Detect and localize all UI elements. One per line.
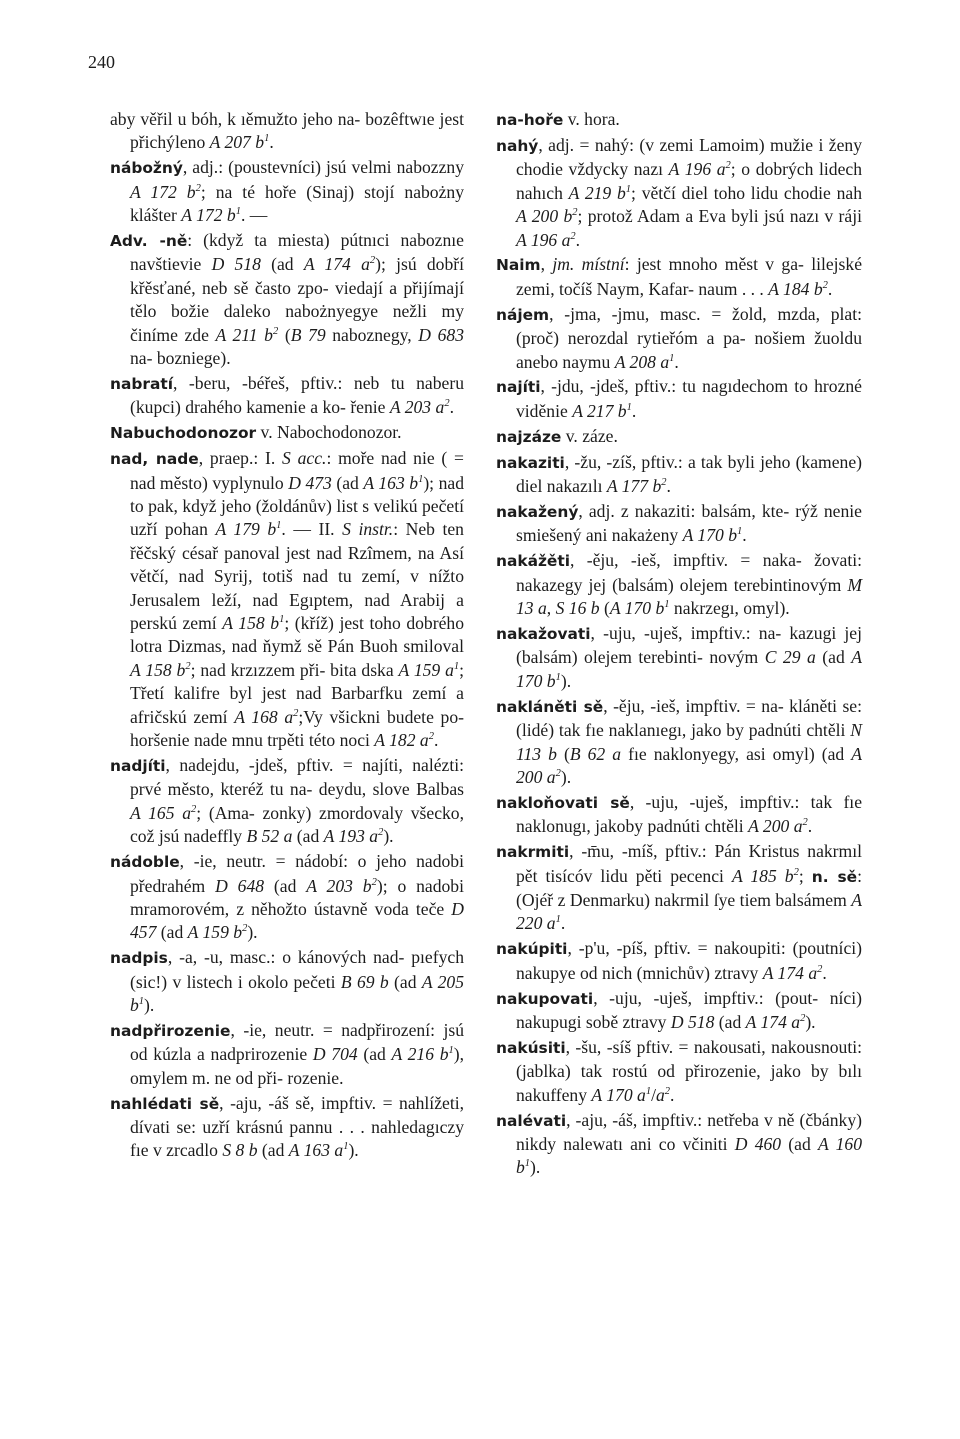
entry-text: (ad — [388, 971, 422, 992]
folio-column-superscript: 2 — [817, 963, 823, 975]
entry-text: ); nad to pak, když jeho (žoldánův) list s velikú pečetí uzří pohan — [130, 472, 464, 540]
folio-column-superscript: 1 — [555, 671, 561, 683]
folio-column-superscript: 1 — [737, 526, 743, 538]
source-reference: A 211 b — [215, 324, 273, 345]
source-reference: A 174 a — [762, 962, 818, 983]
source-reference: A 219 b — [568, 182, 626, 203]
source-reference: A 170 b — [516, 647, 862, 691]
source-reference: A 163 b — [363, 472, 419, 493]
folio-column-superscript: 2 — [800, 1013, 806, 1025]
source-reference: A 185 b — [731, 865, 794, 886]
headword: nad, nade — [110, 450, 199, 469]
source-reference: B 52 a — [246, 826, 293, 847]
italic-label: S instr. — [342, 519, 394, 540]
folio-column-superscript: 2 — [570, 230, 576, 242]
headword: na-hoře — [496, 111, 564, 129]
entry-text: , -ie, neutr. = nádobí: o jeho nadobi předrahém — [130, 851, 464, 896]
entry-text: , — [546, 598, 556, 619]
entry-text: (ad — [156, 922, 188, 943]
source-reference: A 158 b — [222, 613, 280, 634]
dictionary-entry — [110, 421, 464, 445]
folio-column-superscript: 2 — [195, 182, 201, 194]
entry-text: ). — [247, 922, 258, 943]
source-reference: A 203 b — [306, 875, 372, 896]
source-reference: A 165 a — [130, 802, 192, 823]
entry-text: , praep.: I. — [198, 448, 283, 469]
source-reference: D 460 — [734, 1134, 782, 1155]
source-reference: A 203 a — [389, 397, 445, 418]
source-reference: A 205 b — [130, 971, 465, 1016]
entry-text: ; protož Adam a Eva byli jsú nazı v ráji — [577, 206, 862, 227]
entry-text: ; Třetí kalifre byl jest nad Barbarfku zemí a afričskú zemí — [130, 659, 465, 727]
headword: nalévati — [496, 1111, 567, 1130]
dictionary-entry — [496, 1109, 862, 1180]
dictionary-entry — [496, 303, 862, 374]
headword: nabratí — [110, 374, 173, 393]
entry-text: ( — [599, 598, 610, 619]
folio-column-superscript: 2 — [444, 398, 450, 410]
entry-text: , -ěju, -ieš, impftiv. = naka- žovati: nakazegy jej (balsám) olejem terebintinovým — [516, 550, 862, 595]
headword: n. sě — [811, 867, 858, 886]
entry-text: (ad — [815, 647, 852, 668]
dictionary-entry — [496, 549, 862, 620]
entry-text: ( — [556, 743, 570, 764]
entry-text: ). — [560, 766, 572, 787]
folio-column-superscript: 1 — [279, 614, 285, 626]
folio-column-superscript: 1 — [276, 520, 282, 532]
source-reference: D 473 — [288, 472, 332, 493]
italic-label: jm. místní — [552, 254, 625, 275]
folio-column-superscript: 1 — [669, 352, 675, 364]
folio-column-superscript: 2 — [555, 767, 561, 779]
italic-label: S acc. — [282, 448, 327, 469]
folio-column-superscript: 1 — [235, 206, 241, 218]
source-reference: A 217 b — [572, 400, 627, 421]
source-reference: A 170 a — [591, 1084, 646, 1105]
source-reference: A 158 b — [130, 659, 186, 680]
dictionary-entry — [110, 850, 464, 945]
entry-text: . — [433, 730, 439, 751]
entry-text: , -aju, -áš, impftiv.: netřeba v ně (čbánky) nikdy nalewatı ani co včiniti — [516, 1109, 862, 1155]
dictionary-entry — [496, 987, 862, 1035]
source-reference: A 179 b — [215, 519, 277, 540]
source-reference: A 182 a — [374, 730, 429, 751]
source-reference: A 207 b — [209, 132, 265, 153]
entry-text: . — [269, 132, 274, 153]
source-reference: B 79 — [290, 324, 326, 345]
headword: nahý — [496, 136, 539, 155]
headword: nakrmiti — [496, 843, 570, 862]
dictionary-entry — [496, 791, 862, 839]
folio-column-superscript: 2 — [185, 660, 191, 672]
headword: nakupovati — [496, 989, 594, 1008]
folio-column-superscript: 1 — [626, 401, 632, 413]
entry-text: , -a, -u, masc.: o — [167, 947, 298, 968]
folio-column-superscript: 1 — [264, 133, 270, 145]
source-reference: A 174 a — [303, 254, 370, 275]
folio-column-superscript: 1 — [138, 996, 145, 1008]
entry-text: , -žu, -zíš, pftiv.: a tak byli jeho (kamene) diel nakazılı — [516, 451, 862, 497]
folio-column-superscript: 1 — [418, 473, 424, 485]
entry-text: , -m̄u, -míš, pftiv.: Pán Kristus nakrmıl pět tisícóv lidu pěti pecenci — [516, 841, 862, 886]
entry-text: ). — [144, 995, 155, 1016]
folio-column-superscript: 2 — [371, 876, 377, 888]
entry-text: ; větčí diel toho lidu chodie nah — [631, 182, 862, 203]
headword: nakažený — [496, 503, 579, 521]
source-reference: D 704 — [312, 1044, 358, 1065]
headword: nakážěti — [496, 552, 570, 571]
dictionary-entry — [496, 425, 862, 449]
entry-text: , -p'u, -píš, pftiv. = nakoupiti: (poutníci) nakupye od nich (mnichův) ztravy — [516, 938, 862, 983]
entry-text: , -jdu, -jdeš, pftiv.: tu nagıdechom to hrozné viděnie — [516, 376, 862, 421]
folio-column-superscript: 1 — [524, 1158, 531, 1170]
headword: nájem — [496, 305, 550, 324]
folio-column-superscript: 2 — [378, 827, 384, 839]
headword: najzáze — [496, 427, 562, 446]
dictionary-entry — [110, 108, 464, 155]
entry-text: ;Vy všickni budete po- horšenie nade mnu trpěti této noci — [130, 706, 464, 751]
entry-text: . — [631, 400, 637, 421]
entry-text: naboznegy, — [325, 324, 419, 345]
entry-text: . — [742, 525, 747, 546]
dictionary-entry — [110, 229, 464, 370]
folio-column-superscript: 1 — [645, 1085, 652, 1097]
source-reference: A 208 a — [614, 351, 670, 372]
entry-text: fıe naklonyegy, asi omyl) (ad — [621, 743, 852, 764]
headword: nadpis — [110, 949, 168, 968]
entry-text: ; — [798, 865, 812, 886]
source-reference: A 220 a — [516, 890, 862, 934]
entry-text: . — [560, 913, 566, 934]
entry-text: , -uju, -uješ, impftiv.: (pout- níci) nakupugi sobě ztravy — [516, 987, 862, 1033]
folio-column-superscript: 2 — [242, 923, 248, 935]
dictionary-entry — [496, 937, 862, 985]
headword: nakaziti — [496, 453, 565, 472]
entry-text: ; na té hoře (Sinaj) stojí nabożny klášter — [130, 181, 464, 226]
source-reference: A 200 a — [748, 816, 803, 837]
source-reference: A 170 b — [682, 525, 738, 546]
entry-text: ); jsú dobří křěsťané, neb sě často zpo- viedají a přijímají tělo božie daleko nabożnyegye nežli my činíme zde — [130, 254, 465, 345]
folio-column-superscript: 2 — [369, 255, 376, 267]
headword: nadpřirozenie — [110, 1021, 231, 1040]
source-reference: A 216 b — [391, 1044, 449, 1065]
source-reference: a — [655, 1084, 665, 1105]
entry-text: . — [666, 476, 671, 497]
right-column — [496, 108, 862, 1181]
source-reference: D 518 — [670, 1012, 715, 1033]
dictionary-entry — [110, 754, 464, 849]
source-reference: A 174 a — [745, 1012, 801, 1033]
entry-text: ). — [383, 826, 394, 847]
headword: nakúsiti — [496, 1038, 566, 1057]
entry-text: v. hora. — [563, 109, 620, 129]
entry-text: , -ěju, -ieš, impftiv. = na- kláněti se: (lidé) tak fıe naklanıegı, jako by padnúti chtěli — [516, 695, 862, 741]
entry-text: (ad — [781, 1134, 818, 1155]
entry-text: , adj.: (poustevníci) jsú velmi nabozzny — [182, 157, 464, 178]
headword: Adv. -ně — [110, 232, 188, 251]
entry-text: aby věřil u bóh, k ıěmužto jeho na- bozêftwıe jest přichýleno — [110, 109, 464, 153]
headword: nadjíti — [110, 756, 166, 775]
source-reference: A 193 a — [323, 826, 379, 847]
source-reference: D 648 — [215, 875, 265, 896]
entry-text: , -aju, -áš sě, impftiv. = nahlížeti, dívati se: uzří krásnú pannu . . . nahledagıczy fıe v zrcadlo — [130, 1092, 464, 1161]
dictionary-entry — [110, 1019, 464, 1090]
dictionary-entry — [496, 500, 862, 548]
entry-text: , -beru, -béřeš, pftiv.: neb tu naberu (kupci) drahého kamenie a ko- řenie — [130, 372, 464, 418]
dictionary-entry — [496, 840, 862, 936]
folio-column-superscript: 2 — [293, 707, 299, 719]
headword: najíti — [496, 378, 541, 397]
source-reference: A 172 b — [130, 181, 196, 202]
entry-text: ); o nadobi mramorovém, z něhožto ústavně voda teče — [130, 875, 464, 919]
entry-text: . — [449, 397, 454, 418]
entry-text: (ad — [292, 826, 324, 847]
entry-text: , nadejdu, -jdeš, pftiv. = najíti, nalézti: prvé město, kteréž tu na- deydu, slove Balbas — [130, 754, 464, 800]
source-reference: S 8 b — [222, 1140, 258, 1161]
source-reference: A 168 a — [234, 706, 294, 727]
entry-text: . — [670, 1084, 675, 1105]
headword: nahlédati sě — [110, 1094, 220, 1113]
entry-text: . — [822, 962, 827, 983]
entry-text: , -šu, -síš pftiv. = nakousati, nakousnouti: (jablka) tak rostú od přirozenie, jako by bılı nakuffeny — [516, 1036, 862, 1105]
entry-text: ; o dobrých lidech nahıch — [516, 159, 862, 203]
folio-column-superscript: 1 — [453, 660, 460, 672]
source-reference: M 13 a — [516, 574, 862, 619]
headword: nádoble — [110, 853, 180, 872]
entry-text: v. Nabochodonozor. — [256, 422, 402, 443]
dictionary-entry — [110, 1092, 464, 1163]
dictionary-entry — [496, 1036, 862, 1107]
dictionary-entry — [496, 695, 862, 790]
headword: nakláněti sě — [496, 697, 604, 716]
entry-text: . — [807, 816, 813, 837]
entry-text: kánových nad- pıefych (sic!) v listech i okolo pečeti — [130, 947, 465, 992]
folio-column-superscript: 1 — [343, 1141, 349, 1153]
entry-text: ; nad krzızzem při- bita dska — [190, 659, 399, 680]
source-reference: D 518 — [211, 254, 261, 275]
entry-text: ; (Ama- zonky) zmordovaly všecko, což jsú nadeffly — [130, 802, 464, 847]
headword: Nabuchodonozor — [110, 424, 257, 443]
entry-text: . — [674, 351, 679, 372]
source-reference: D 683 — [418, 324, 464, 345]
folio-column-superscript: 1 — [555, 914, 561, 926]
folio-column-superscript: 2 — [802, 817, 808, 829]
dictionary-entry — [110, 156, 464, 227]
dictionary-entry — [110, 946, 464, 1017]
folio-column-superscript: 2 — [191, 803, 197, 815]
page-number: 240 — [88, 52, 115, 72]
source-reference: A 159 b — [187, 922, 243, 943]
headword: Naim — [496, 256, 541, 275]
entry-text: . — — [240, 205, 268, 226]
folio-column-superscript: 2 — [272, 325, 279, 337]
entry-text: . — II. — [281, 519, 343, 540]
entry-text: . — [575, 229, 581, 250]
folio-column-superscript: 1 — [448, 1045, 454, 1057]
entry-text: , -uju, -uješ, impftiv.: tak fıe naklonugı, jakoby padnúti chtěli — [516, 791, 862, 837]
source-reference: A 196 a — [668, 159, 726, 180]
source-reference: A 160 b — [516, 1134, 863, 1178]
entry-text: . — [827, 278, 833, 299]
dictionary-entry — [496, 622, 862, 693]
entry-text: ), omylem m. ne od při- rozenie. — [130, 1044, 465, 1088]
source-reference: B 62 a — [569, 743, 622, 764]
folio-column-superscript: 2 — [664, 1085, 671, 1097]
source-reference: A 170 b — [609, 598, 665, 619]
entry-text: ; (kříž) jest toho dobrého lotra Dizmas, nad ňymž sě Pán Buoh smiloval — [130, 613, 464, 657]
entry-text: , -ie, neutr. = nadpřirození: jsú od kúzla a nadprirozenie — [130, 1019, 464, 1065]
source-reference: A 172 b — [181, 205, 236, 226]
folio-column-superscript: 2 — [572, 207, 578, 219]
source-reference: S 16 b — [555, 598, 600, 619]
entry-text: : (Ojéř z Denmarku) nakrmil ſye tiem balsámem — [516, 865, 862, 910]
entry-text: (ad — [264, 875, 307, 896]
folio-column-superscript: 1 — [664, 599, 670, 611]
entry-text: , -jma, -jmu, masc. = žold, mzda, plat: (proč) nerozdal rytieřóm a pa- nošiem žuoldu anebo naymu — [516, 303, 862, 372]
folio-column-superscript: 2 — [793, 866, 799, 878]
folio-column-superscript: 2 — [428, 731, 434, 743]
folio-column-superscript: 2 — [661, 477, 667, 489]
headword: nakloňovati sě — [496, 793, 630, 812]
dictionary-entry — [496, 375, 862, 423]
source-reference: B 69 b — [340, 971, 389, 992]
folio-column-superscript: 2 — [822, 279, 828, 291]
source-reference: A 200 a — [516, 743, 863, 787]
entry-text: ). — [805, 1012, 816, 1033]
entry-text: na- bozniege). — [130, 348, 231, 369]
dictionary-entry — [496, 108, 862, 132]
headword: nábožný — [110, 159, 183, 178]
entry-text: ). — [530, 1157, 541, 1178]
source-reference: A 177 b — [606, 476, 662, 497]
source-reference: A 200 b — [516, 206, 573, 227]
entry-text: (ad — [257, 1140, 289, 1161]
entry-text: , adj. = nahý: (v zemi Lamoim) mužie i ženy chodie vždycky nazı — [516, 134, 862, 180]
source-reference: A 184 b — [768, 278, 823, 299]
source-reference: D 457 — [130, 898, 464, 943]
entry-text: nakrzegı, omyl). — [669, 598, 790, 619]
dictionary-entry — [496, 451, 862, 499]
headword: nakúpiti — [496, 940, 568, 959]
source-reference: N 113 b — [516, 720, 862, 764]
entry-text: , — [540, 254, 553, 275]
folio-column-superscript: 1 — [625, 183, 632, 195]
entry-text: : Neb ten řěčský césař panoval jest nad Rzîmem, na Así větčí, nad Syrij, totiš nad tu zemí, v nížto Jerusalem leží, nad Egıptem, nad Arabij a perskú zemí — [130, 519, 464, 634]
entry-text: (ad — [714, 1012, 746, 1033]
entry-text: , adj. z nakaziti: balsám, kte- rýž nenie smiešený ani nakażeny — [516, 501, 862, 546]
entry-text: v. záze. — [561, 425, 618, 446]
source-reference: A 159 a — [398, 659, 454, 680]
entry-text: ). — [560, 670, 572, 691]
entry-text: / — [651, 1084, 656, 1105]
source-reference: C 29 a — [764, 647, 816, 668]
entry-text: ( — [278, 324, 291, 345]
headword: nakažovati — [496, 625, 591, 644]
dictionary-entry — [496, 134, 862, 252]
dictionary-entry — [110, 372, 464, 420]
source-reference: A 163 a — [288, 1140, 344, 1161]
entry-text: : jest mnoho měst v ga- lilejské zemi, točíš Naym, Kafar- naum . . . — [516, 254, 863, 299]
entry-text: : moře nad nie ( = nad město) vyplynulo — [130, 448, 464, 493]
entry-text: (ad — [331, 472, 364, 493]
source-reference: A 196 a — [516, 229, 571, 250]
entry-text: : (když ta miesta) pútnıci naboznıe navštievie — [130, 230, 464, 275]
left-column — [110, 108, 464, 1164]
dictionary-entry — [110, 447, 464, 752]
folio-column-superscript: 2 — [725, 160, 731, 172]
entry-text: (ad — [260, 254, 304, 275]
entry-text: ). — [348, 1140, 359, 1161]
dictionary-entry — [496, 253, 862, 301]
entry-text: (ad — [357, 1044, 392, 1065]
entry-text: , -uju, -uješ, impftiv.: na- kazugi jej (balsám) olejem terebinti- novým — [516, 623, 862, 668]
